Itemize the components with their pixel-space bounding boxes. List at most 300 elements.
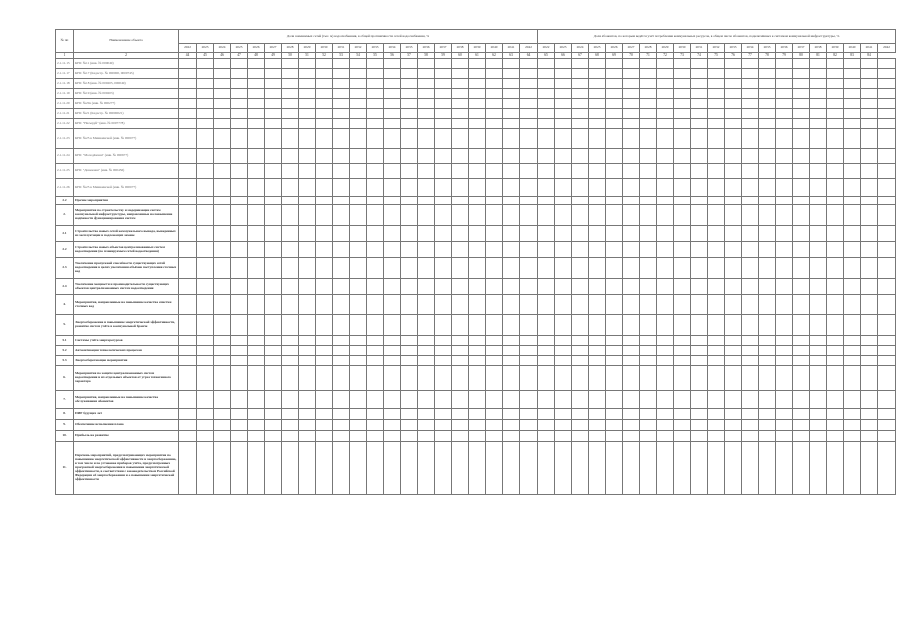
year-header-a: 2030	[316, 44, 333, 53]
value-cell	[589, 356, 606, 366]
value-cell	[776, 336, 793, 346]
value-cell	[742, 89, 759, 99]
value-cell	[793, 295, 810, 315]
value-cell	[725, 258, 742, 279]
value-cell	[214, 69, 231, 79]
value-cell	[589, 197, 606, 205]
year-header-a: 2029	[299, 44, 316, 53]
value-cell	[316, 366, 333, 391]
value-cell	[197, 315, 214, 336]
table-row	[56, 99, 896, 109]
value-cell	[520, 356, 538, 366]
value-cell	[793, 59, 810, 69]
value-cell	[469, 149, 486, 164]
value-cell	[486, 109, 503, 119]
value-cell	[640, 205, 657, 226]
column-index-cell: 70	[623, 53, 640, 59]
value-cell	[418, 109, 435, 119]
value-cell	[538, 69, 555, 79]
table-row	[56, 442, 896, 495]
row-number: 2.1.11.25	[56, 164, 74, 179]
value-cell	[742, 205, 759, 226]
value-cell	[810, 336, 827, 346]
value-cell	[418, 79, 435, 89]
value-cell	[606, 346, 623, 356]
value-cell	[503, 409, 520, 420]
value-cell	[299, 336, 316, 346]
value-cell	[520, 99, 538, 109]
value-cell	[520, 346, 538, 356]
value-cell	[725, 197, 742, 205]
value-cell	[299, 164, 316, 179]
value-cell	[606, 336, 623, 346]
value-cell	[776, 89, 793, 99]
row-name: Увеличение мощности и производительности существующих объектов централизованных систем водоотведения	[74, 279, 179, 295]
value-cell	[503, 226, 520, 242]
value-cell	[316, 336, 333, 346]
value-cell	[486, 315, 503, 336]
row-name: Мероприятия, направленные на повышение качества очистки сточных вод	[74, 295, 179, 315]
value-cell	[793, 119, 810, 129]
value-cell	[248, 179, 265, 197]
row-number: 2.1.11.20	[56, 99, 74, 109]
value-cell	[844, 336, 861, 346]
value-cell	[674, 164, 691, 179]
value-cell	[555, 89, 572, 99]
value-cell	[299, 109, 316, 119]
value-cell	[810, 346, 827, 356]
value-cell	[486, 258, 503, 279]
year-header-b: 2030	[674, 44, 691, 53]
value-cell	[623, 258, 640, 279]
value-cell	[469, 295, 486, 315]
value-cell	[827, 391, 844, 409]
value-cell	[810, 356, 827, 366]
value-cell	[538, 409, 555, 420]
value-cell	[793, 242, 810, 258]
value-cell	[674, 69, 691, 79]
value-cell	[367, 391, 384, 409]
value-cell	[350, 226, 367, 242]
column-index-cell: 80	[793, 53, 810, 59]
value-cell	[827, 409, 844, 420]
value-cell	[640, 315, 657, 336]
value-cell	[691, 346, 708, 356]
row-number: 2.1.11.21	[56, 109, 74, 119]
value-cell	[384, 89, 401, 99]
value-cell	[725, 442, 742, 495]
value-cell	[793, 205, 810, 226]
row-name: Энергосбережение и повышение энергетической эффективности, развитие систем учёта в коммунальной бранче	[74, 315, 179, 336]
table-body	[56, 53, 896, 495]
value-cell	[708, 391, 725, 409]
value-cell	[179, 119, 197, 129]
value-cell	[350, 420, 367, 431]
value-cell	[231, 205, 248, 226]
value-cell	[503, 119, 520, 129]
value-cell	[572, 442, 589, 495]
value-cell	[486, 164, 503, 179]
value-cell	[589, 242, 606, 258]
column-index-cell: 81	[810, 53, 827, 59]
value-cell	[316, 164, 333, 179]
value-cell	[623, 129, 640, 149]
column-index-cell: 45	[197, 53, 214, 59]
value-cell	[776, 179, 793, 197]
row-number: 2.1.11.17	[56, 69, 74, 79]
year-header-b: 2028	[640, 44, 657, 53]
investment-program-table	[55, 29, 896, 495]
value-cell	[435, 242, 452, 258]
value-cell	[589, 164, 606, 179]
value-cell	[214, 226, 231, 242]
value-cell	[214, 129, 231, 149]
value-cell	[606, 391, 623, 409]
value-cell	[452, 295, 469, 315]
value-cell	[827, 119, 844, 129]
value-cell	[316, 442, 333, 495]
value-cell	[878, 295, 896, 315]
value-cell	[623, 109, 640, 119]
value-cell	[214, 315, 231, 336]
value-cell	[299, 179, 316, 197]
table-row	[56, 109, 896, 119]
value-cell	[725, 391, 742, 409]
value-cell	[827, 109, 844, 119]
value-cell	[776, 59, 793, 69]
value-cell	[742, 99, 759, 109]
value-cell	[469, 59, 486, 69]
row-number: 7.	[56, 391, 74, 409]
value-cell	[674, 149, 691, 164]
value-cell	[333, 69, 350, 79]
document-sheet	[55, 29, 896, 495]
value-cell	[401, 391, 418, 409]
value-cell	[179, 59, 197, 69]
value-cell	[623, 315, 640, 336]
value-cell	[555, 197, 572, 205]
value-cell	[623, 99, 640, 109]
value-cell	[350, 164, 367, 179]
value-cell	[878, 356, 896, 366]
column-index-cell: 47	[231, 53, 248, 59]
value-cell	[759, 149, 776, 164]
value-cell	[469, 336, 486, 346]
value-cell	[793, 346, 810, 356]
value-cell	[674, 179, 691, 197]
value-cell	[452, 420, 469, 431]
value-cell	[861, 420, 878, 431]
value-cell	[861, 279, 878, 295]
value-cell	[367, 164, 384, 179]
value-cell	[759, 226, 776, 242]
value-cell	[776, 366, 793, 391]
value-cell	[350, 205, 367, 226]
value-cell	[282, 129, 299, 149]
value-cell	[486, 205, 503, 226]
value-cell	[231, 409, 248, 420]
value-cell	[367, 442, 384, 495]
value-cell	[384, 242, 401, 258]
value-cell	[486, 391, 503, 409]
value-cell	[231, 119, 248, 129]
value-cell	[231, 391, 248, 409]
value-cell	[248, 205, 265, 226]
value-cell	[674, 79, 691, 89]
value-cell	[282, 442, 299, 495]
value-cell	[384, 79, 401, 89]
value-cell	[827, 356, 844, 366]
value-cell	[640, 197, 657, 205]
value-cell	[401, 258, 418, 279]
value-cell	[401, 279, 418, 295]
value-cell	[384, 99, 401, 109]
value-cell	[844, 109, 861, 119]
value-cell	[418, 242, 435, 258]
row-number: 5.	[56, 315, 74, 336]
value-cell	[520, 391, 538, 409]
value-cell	[674, 205, 691, 226]
value-cell	[742, 420, 759, 431]
value-cell	[350, 99, 367, 109]
value-cell	[674, 129, 691, 149]
value-cell	[861, 119, 878, 129]
row-name: Перечень мероприятий, предусматривающих мероприятия по повышению энергетической эффективности и энергосбережению, в том числе и по установке приборов учёта, предусмотренных программой энергосбережения и повышения энергетической эффективности, в соответствии с законодательством Российской Федерации об энергосбережении и о повышении энергетической эффективности	[74, 442, 179, 495]
value-cell	[844, 442, 861, 495]
table-header	[56, 30, 896, 53]
row-name: Строительство новых сетей коммунального вывода, выведенных из эксплуатации и подлежащих замене	[74, 226, 179, 242]
value-cell	[231, 69, 248, 79]
value-cell	[861, 226, 878, 242]
value-cell	[844, 391, 861, 409]
value-cell	[231, 346, 248, 356]
value-cell	[486, 442, 503, 495]
row-name: КНС №18 (инв. № 000205, 000049)	[74, 79, 179, 89]
value-cell	[878, 420, 896, 431]
value-cell	[810, 99, 827, 109]
value-cell	[231, 242, 248, 258]
value-cell	[538, 366, 555, 391]
value-cell	[486, 409, 503, 420]
value-cell	[503, 129, 520, 149]
value-cell	[350, 391, 367, 409]
value-cell	[708, 279, 725, 295]
value-cell	[384, 69, 401, 79]
value-cell	[316, 69, 333, 79]
value-cell	[418, 346, 435, 356]
value-cell	[282, 99, 299, 109]
value-cell	[640, 366, 657, 391]
value-cell	[640, 164, 657, 179]
value-cell	[469, 226, 486, 242]
value-cell	[810, 129, 827, 149]
value-cell	[606, 295, 623, 315]
value-cell	[759, 129, 776, 149]
value-cell	[844, 409, 861, 420]
value-cell	[538, 197, 555, 205]
value-cell	[435, 258, 452, 279]
row-number: 11.	[56, 442, 74, 495]
value-cell	[486, 119, 503, 129]
value-cell	[350, 336, 367, 346]
value-cell	[282, 69, 299, 79]
value-cell	[179, 279, 197, 295]
value-cell	[606, 119, 623, 129]
value-cell	[265, 226, 282, 242]
year-header-b: 2041	[861, 44, 878, 53]
value-cell	[197, 99, 214, 109]
value-cell	[589, 366, 606, 391]
value-cell	[623, 366, 640, 391]
value-cell	[606, 99, 623, 109]
value-cell	[793, 226, 810, 242]
value-cell	[606, 279, 623, 295]
value-cell	[299, 346, 316, 356]
column-index-cell: 66	[555, 53, 572, 59]
value-cell	[452, 205, 469, 226]
value-cell	[759, 99, 776, 109]
value-cell	[418, 89, 435, 99]
value-cell	[418, 315, 435, 336]
value-cell	[231, 356, 248, 366]
value-cell	[827, 129, 844, 149]
value-cell	[350, 346, 367, 356]
value-cell	[469, 79, 486, 89]
value-cell	[555, 226, 572, 242]
value-cell	[691, 409, 708, 420]
value-cell	[179, 366, 197, 391]
value-cell	[367, 295, 384, 315]
value-cell	[401, 119, 418, 129]
value-cell	[214, 356, 231, 366]
value-cell	[214, 179, 231, 197]
value-cell	[827, 420, 844, 431]
value-cell	[469, 431, 486, 442]
table-row	[56, 391, 896, 409]
row-name: ПИР будущих лет	[74, 409, 179, 420]
column-index-cell: 67	[572, 53, 589, 59]
value-cell	[452, 279, 469, 295]
row-name: КНС "Молодёжная" (инв. № 000677)	[74, 149, 179, 164]
row-number: 8.	[56, 409, 74, 420]
value-cell	[197, 79, 214, 89]
value-cell	[282, 409, 299, 420]
value-cell	[844, 205, 861, 226]
value-cell	[316, 119, 333, 129]
value-cell	[572, 336, 589, 346]
value-cell	[520, 149, 538, 164]
value-cell	[589, 420, 606, 431]
value-cell	[759, 179, 776, 197]
value-cell	[214, 346, 231, 356]
value-cell	[555, 431, 572, 442]
year-header-a: 2035	[401, 44, 418, 53]
value-cell	[691, 79, 708, 89]
row-name: Прибыль на развитие	[74, 431, 179, 442]
value-cell	[435, 119, 452, 129]
value-cell	[657, 69, 674, 79]
table-row	[56, 59, 896, 69]
value-cell	[282, 279, 299, 295]
value-cell	[844, 431, 861, 442]
value-cell	[861, 442, 878, 495]
row-number: 6.	[56, 366, 74, 391]
value-cell	[265, 164, 282, 179]
value-cell	[759, 391, 776, 409]
value-cell	[435, 99, 452, 109]
value-cell	[179, 346, 197, 356]
value-cell	[282, 149, 299, 164]
value-cell	[350, 119, 367, 129]
value-cell	[742, 79, 759, 89]
value-cell	[452, 431, 469, 442]
value-cell	[742, 431, 759, 442]
value-cell	[623, 242, 640, 258]
value-cell	[759, 109, 776, 119]
row-name: Обеспечение исполнения плана	[74, 420, 179, 431]
value-cell	[503, 149, 520, 164]
value-cell	[214, 431, 231, 442]
value-cell	[350, 356, 367, 366]
value-cell	[606, 258, 623, 279]
value-cell	[384, 409, 401, 420]
value-cell	[350, 258, 367, 279]
value-cell	[589, 79, 606, 89]
table-row	[56, 366, 896, 391]
value-cell	[759, 258, 776, 279]
value-cell	[589, 279, 606, 295]
value-cell	[299, 129, 316, 149]
value-cell	[350, 59, 367, 69]
value-cell	[742, 442, 759, 495]
value-cell	[708, 149, 725, 164]
header-group-a: Доля заменяемых сетей (тыс. м) водоснабжения, в общей протяжённости сетей водоснабжения, %	[179, 30, 538, 44]
value-cell	[333, 149, 350, 164]
value-cell	[810, 242, 827, 258]
value-cell	[572, 205, 589, 226]
value-cell	[589, 346, 606, 356]
value-cell	[469, 129, 486, 149]
value-cell	[367, 59, 384, 69]
value-cell	[623, 295, 640, 315]
value-cell	[384, 336, 401, 346]
column-index-cell: 69	[606, 53, 623, 59]
value-cell	[691, 179, 708, 197]
value-cell	[861, 295, 878, 315]
column-index-cell: 48	[248, 53, 265, 59]
value-cell	[844, 197, 861, 205]
value-cell	[640, 431, 657, 442]
value-cell	[486, 129, 503, 149]
value-cell	[606, 356, 623, 366]
value-cell	[708, 164, 725, 179]
value-cell	[810, 119, 827, 129]
value-cell	[810, 431, 827, 442]
value-cell	[486, 179, 503, 197]
value-cell	[520, 279, 538, 295]
value-cell	[316, 197, 333, 205]
value-cell	[861, 346, 878, 356]
value-cell	[657, 442, 674, 495]
value-cell	[214, 205, 231, 226]
value-cell	[759, 315, 776, 336]
value-cell	[589, 226, 606, 242]
value-cell	[793, 336, 810, 346]
value-cell	[759, 336, 776, 346]
value-cell	[197, 129, 214, 149]
value-cell	[452, 346, 469, 356]
year-header-b: 2042	[878, 44, 896, 53]
